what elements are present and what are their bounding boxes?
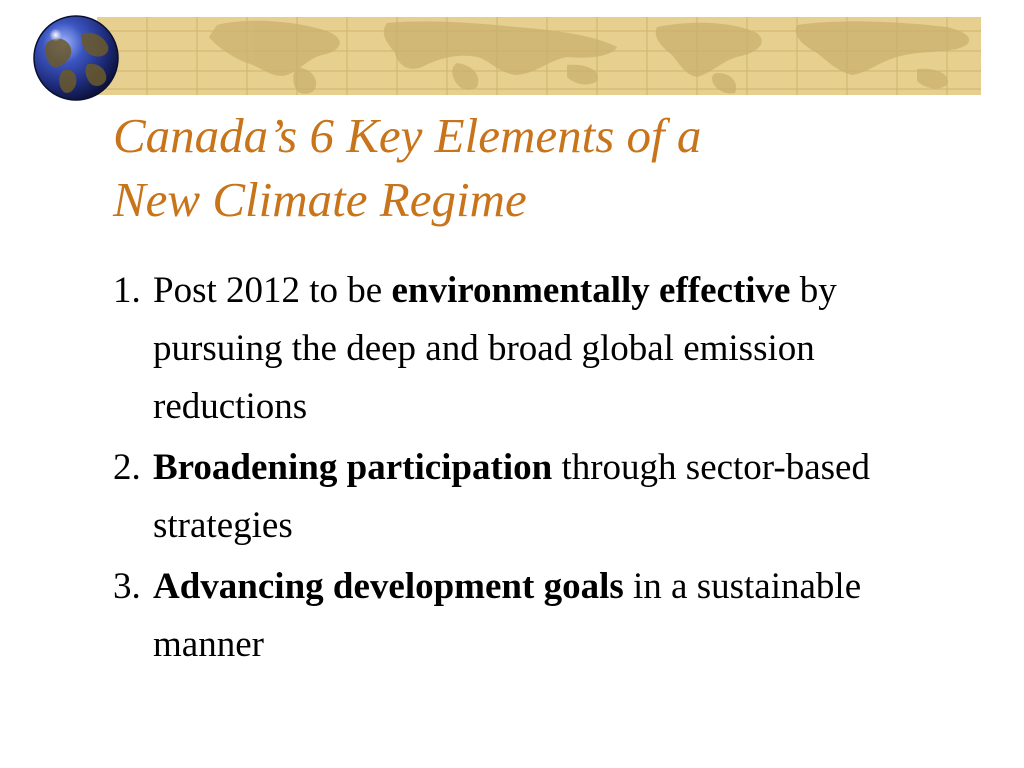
list-item-text-post: through sector-based strategies [153,447,870,546]
list-item-text-bold: Broadening participation [153,447,553,488]
list-item-number: 3. [113,566,141,607]
slide-title [113,104,973,232]
list-item-text-pre: Post 2012 to be [153,270,392,311]
slide-title-line-1: Canada’s 6 Key Elements of a [113,108,702,163]
list-item-number: 2. [113,447,141,488]
list-item-text-post: by pursuing the deep and broad global emission reductions [153,270,837,427]
slide-title-line-2: New Climate Regime [113,172,527,227]
list-item [113,558,953,674]
globe-icon [30,12,122,104]
list-item [113,262,953,436]
list-item [113,439,953,555]
list-item-text-bold: Advancing development goals [153,566,624,607]
list-item-number: 1. [113,270,141,311]
list-item-text-post: in a sustainable manner [153,566,862,665]
list-item-text-bold: environmentally effective [391,270,791,311]
world-map-banner [97,17,981,95]
key-elements-list [113,262,953,677]
